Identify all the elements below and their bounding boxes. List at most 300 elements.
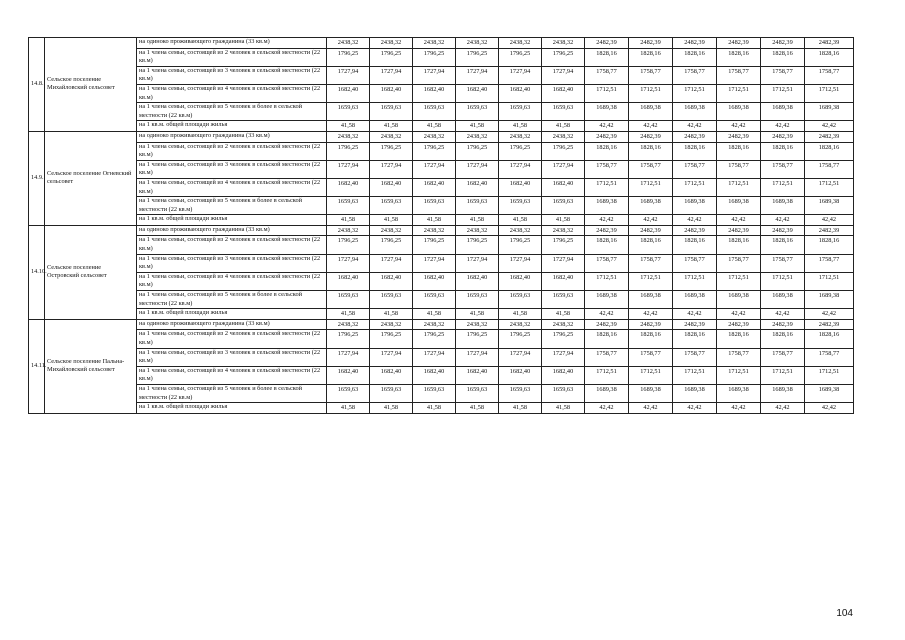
category-label: на 1 члена семьи, состоящей из 3 человек в сельской местности (22 кв.м) <box>137 160 327 178</box>
value-cell: 41,58 <box>542 309 585 320</box>
value-cell: 1689,38 <box>717 197 761 215</box>
value-cell: 1689,38 <box>673 103 717 121</box>
value-cell: 2438,32 <box>413 319 456 330</box>
value-cell: 1712,51 <box>585 272 629 290</box>
value-cell: 1659,63 <box>542 291 585 309</box>
value-cell: 42,42 <box>805 215 854 226</box>
value-cell: 1659,63 <box>456 384 499 402</box>
value-cell: 1659,63 <box>327 103 370 121</box>
value-cell: 1712,51 <box>717 84 761 102</box>
value-cell: 1712,51 <box>673 84 717 102</box>
value-cell: 1796,25 <box>413 236 456 254</box>
value-cell: 1758,77 <box>629 348 673 366</box>
value-cell: 41,58 <box>413 403 456 414</box>
value-cell: 2482,39 <box>717 225 761 236</box>
value-cell: 1682,40 <box>370 84 413 102</box>
value-cell: 1758,77 <box>585 66 629 84</box>
value-cell: 42,42 <box>717 403 761 414</box>
value-cell: 42,42 <box>805 403 854 414</box>
value-cell: 2438,32 <box>370 319 413 330</box>
value-cell: 1796,25 <box>413 142 456 160</box>
settlement-code: 14.11. <box>29 319 45 413</box>
value-cell: 1828,16 <box>717 236 761 254</box>
table-row <box>29 103 854 121</box>
value-cell: 1758,77 <box>585 348 629 366</box>
category-label: на 1 члена семьи, состоящей из 2 человек в сельской местности (22 кв.м) <box>137 48 327 66</box>
value-cell: 1758,77 <box>805 160 854 178</box>
value-cell: 42,42 <box>585 403 629 414</box>
value-cell: 1828,16 <box>761 48 805 66</box>
value-cell: 1689,38 <box>805 197 854 215</box>
value-cell: 1828,16 <box>717 48 761 66</box>
value-cell: 1727,94 <box>370 160 413 178</box>
value-cell: 1727,94 <box>327 348 370 366</box>
value-cell: 1712,51 <box>805 366 854 384</box>
value-cell: 41,58 <box>370 215 413 226</box>
table-row <box>29 84 854 102</box>
category-label: на 1 члена семьи, состоящей из 2 человек в сельской местности (22 кв.м) <box>137 236 327 254</box>
value-cell: 1796,25 <box>542 330 585 348</box>
table-row <box>29 225 854 236</box>
value-cell: 1758,77 <box>717 66 761 84</box>
table-row <box>29 384 854 402</box>
value-cell: 1758,77 <box>585 160 629 178</box>
value-cell: 1796,25 <box>456 142 499 160</box>
value-cell: 1659,63 <box>370 197 413 215</box>
value-cell: 1682,40 <box>542 366 585 384</box>
value-cell: 1712,51 <box>805 272 854 290</box>
value-cell: 1796,25 <box>499 330 542 348</box>
category-label: на 1 члена семьи, состоящей из 2 человек в сельской местности (22 кв.м) <box>137 330 327 348</box>
table-row <box>29 160 854 178</box>
value-cell: 2438,32 <box>542 225 585 236</box>
settlement-code: 14.10. <box>29 225 45 319</box>
value-cell: 2482,39 <box>585 319 629 330</box>
value-cell: 2438,32 <box>499 38 542 49</box>
table-row <box>29 236 854 254</box>
value-cell: 1796,25 <box>456 236 499 254</box>
value-cell: 1796,25 <box>499 142 542 160</box>
value-cell: 1682,40 <box>499 272 542 290</box>
value-cell: 41,58 <box>327 403 370 414</box>
value-cell: 1727,94 <box>542 348 585 366</box>
value-cell: 1689,38 <box>805 291 854 309</box>
table-row <box>29 254 854 272</box>
value-cell: 1682,40 <box>456 272 499 290</box>
value-cell: 1796,25 <box>327 330 370 348</box>
value-cell: 1758,77 <box>673 254 717 272</box>
category-label: на 1 члена семьи, состоящей из 3 человек в сельской местности (22 кв.м) <box>137 348 327 366</box>
value-cell: 1828,16 <box>761 142 805 160</box>
value-cell: 2438,32 <box>456 131 499 142</box>
value-cell: 42,42 <box>629 309 673 320</box>
value-cell: 2438,32 <box>370 131 413 142</box>
value-cell: 1689,38 <box>717 291 761 309</box>
table-row <box>29 178 854 196</box>
value-cell: 2482,39 <box>717 131 761 142</box>
value-cell: 1689,38 <box>761 384 805 402</box>
table-row <box>29 197 854 215</box>
value-cell: 1796,25 <box>542 142 585 160</box>
value-cell: 1828,16 <box>585 48 629 66</box>
value-cell: 1796,25 <box>370 330 413 348</box>
value-cell: 42,42 <box>805 309 854 320</box>
value-cell: 1828,16 <box>761 236 805 254</box>
value-cell: 2438,32 <box>456 38 499 49</box>
category-label: на одиноко проживающего гражданина (33 кв.м) <box>137 319 327 330</box>
value-cell: 1659,63 <box>370 384 413 402</box>
value-cell: 1796,25 <box>542 48 585 66</box>
value-cell: 1758,77 <box>717 160 761 178</box>
value-cell: 1659,63 <box>499 384 542 402</box>
value-cell: 2438,32 <box>499 225 542 236</box>
table-row <box>29 66 854 84</box>
value-cell: 1727,94 <box>327 66 370 84</box>
value-cell: 1712,51 <box>717 178 761 196</box>
value-cell: 2438,32 <box>327 131 370 142</box>
value-cell: 1796,25 <box>542 236 585 254</box>
value-cell: 2482,39 <box>629 131 673 142</box>
value-cell: 1712,51 <box>673 366 717 384</box>
value-cell: 1659,63 <box>327 384 370 402</box>
value-cell: 2482,39 <box>805 131 854 142</box>
value-cell: 1659,63 <box>499 103 542 121</box>
value-cell: 1682,40 <box>370 272 413 290</box>
value-cell: 2482,39 <box>629 38 673 49</box>
value-cell: 1828,16 <box>805 330 854 348</box>
value-cell: 1828,16 <box>585 236 629 254</box>
value-cell: 1659,63 <box>456 291 499 309</box>
value-cell: 1758,77 <box>585 254 629 272</box>
value-cell: 1828,16 <box>629 142 673 160</box>
value-cell: 1659,63 <box>542 103 585 121</box>
value-cell: 2482,39 <box>629 225 673 236</box>
value-cell: 1682,40 <box>327 178 370 196</box>
value-cell: 2438,32 <box>542 38 585 49</box>
value-cell: 1682,40 <box>413 84 456 102</box>
category-label: на 1 члена семьи, состоящей из 4 человек в сельской местности (22 кв.м) <box>137 272 327 290</box>
value-cell: 1758,77 <box>673 160 717 178</box>
value-cell: 2482,39 <box>629 319 673 330</box>
value-cell: 1712,51 <box>629 366 673 384</box>
category-label: на 1 члена семьи, состоящей из 5 человек и более в сельской местности (22 кв.м) <box>137 103 327 121</box>
value-cell: 1689,38 <box>629 197 673 215</box>
value-cell: 1727,94 <box>413 348 456 366</box>
value-cell: 1689,38 <box>717 384 761 402</box>
value-cell: 1828,16 <box>717 330 761 348</box>
value-cell: 1727,94 <box>499 254 542 272</box>
category-label: на 1 члена семьи, состоящей из 5 человек и более в сельской местности (22 кв.м) <box>137 291 327 309</box>
value-cell: 1659,63 <box>499 291 542 309</box>
table-row <box>29 38 854 49</box>
value-cell: 1758,77 <box>673 348 717 366</box>
table-row <box>29 121 854 132</box>
category-label: на одиноко проживающего гражданина (33 кв.м) <box>137 38 327 49</box>
value-cell: 1689,38 <box>585 384 629 402</box>
value-cell: 2438,32 <box>456 319 499 330</box>
value-cell: 42,42 <box>717 121 761 132</box>
value-cell: 41,58 <box>456 215 499 226</box>
category-label: на 1 члена семьи, состоящей из 5 человек и более в сельской местности (22 кв.м) <box>137 197 327 215</box>
table-row <box>29 309 854 320</box>
value-cell: 1689,38 <box>805 103 854 121</box>
category-label: на 1 члена семьи, состоящей из 2 человек в сельской местности (22 кв.м) <box>137 142 327 160</box>
value-cell: 1727,94 <box>456 348 499 366</box>
value-cell: 1659,63 <box>413 197 456 215</box>
value-cell: 1758,77 <box>629 254 673 272</box>
value-cell: 41,58 <box>413 309 456 320</box>
value-cell: 1727,94 <box>542 160 585 178</box>
value-cell: 1796,25 <box>456 48 499 66</box>
value-cell: 1796,25 <box>370 48 413 66</box>
value-cell: 2438,32 <box>542 319 585 330</box>
value-cell: 1758,77 <box>761 348 805 366</box>
value-cell: 1682,40 <box>413 272 456 290</box>
value-cell: 1758,77 <box>761 66 805 84</box>
value-cell: 42,42 <box>585 121 629 132</box>
value-cell: 1689,38 <box>585 103 629 121</box>
value-cell: 1682,40 <box>327 272 370 290</box>
settlement-name: Сельское поселение Островский сельсовет <box>45 225 137 319</box>
value-cell: 1682,40 <box>370 366 413 384</box>
value-cell: 1682,40 <box>413 178 456 196</box>
value-cell: 2438,32 <box>413 131 456 142</box>
value-cell: 1727,94 <box>370 254 413 272</box>
value-cell: 1796,25 <box>413 330 456 348</box>
value-cell: 41,58 <box>413 121 456 132</box>
category-label: на 1 кв.м. общей площади жилья <box>137 309 327 320</box>
value-cell: 1689,38 <box>761 291 805 309</box>
value-cell: 1796,25 <box>456 330 499 348</box>
value-cell: 1758,77 <box>629 66 673 84</box>
value-cell: 41,58 <box>499 309 542 320</box>
value-cell: 1828,16 <box>673 48 717 66</box>
value-cell: 1659,63 <box>542 384 585 402</box>
value-cell: 42,42 <box>761 215 805 226</box>
value-cell: 1727,94 <box>499 348 542 366</box>
category-label: на одиноко проживающего гражданина (33 кв.м) <box>137 225 327 236</box>
value-cell: 2482,39 <box>761 225 805 236</box>
value-cell: 1758,77 <box>629 160 673 178</box>
value-cell: 42,42 <box>585 309 629 320</box>
settlement-name: Сельское поселение Огневский сельсовет <box>45 131 137 225</box>
value-cell: 2482,39 <box>585 131 629 142</box>
value-cell: 2482,39 <box>585 38 629 49</box>
value-cell: 1659,63 <box>413 291 456 309</box>
value-cell: 1689,38 <box>761 197 805 215</box>
value-cell: 1712,51 <box>585 366 629 384</box>
value-cell: 1712,51 <box>585 178 629 196</box>
value-cell: 2482,39 <box>717 319 761 330</box>
value-cell: 41,58 <box>542 403 585 414</box>
value-cell: 41,58 <box>542 215 585 226</box>
value-cell: 1659,63 <box>456 103 499 121</box>
value-cell: 1712,51 <box>673 272 717 290</box>
value-cell: 1659,63 <box>456 197 499 215</box>
value-cell: 1682,40 <box>456 366 499 384</box>
settlement-name: Сельское поселение Михайловский сельсовет <box>45 38 137 132</box>
value-cell: 1659,63 <box>542 197 585 215</box>
value-cell: 2438,32 <box>413 225 456 236</box>
table-row <box>29 48 854 66</box>
settlement-code: 14.9. <box>29 131 45 225</box>
value-cell: 1712,51 <box>629 272 673 290</box>
value-cell: 2482,39 <box>673 131 717 142</box>
value-cell: 1712,51 <box>717 272 761 290</box>
value-cell: 2438,32 <box>413 38 456 49</box>
table-row <box>29 403 854 414</box>
value-cell: 1758,77 <box>673 66 717 84</box>
value-cell: 41,58 <box>327 215 370 226</box>
value-cell: 1828,16 <box>673 142 717 160</box>
value-cell: 41,58 <box>413 215 456 226</box>
value-cell: 1828,16 <box>805 48 854 66</box>
value-cell: 1712,51 <box>585 84 629 102</box>
table-row <box>29 319 854 330</box>
table-row <box>29 142 854 160</box>
value-cell: 2482,39 <box>585 225 629 236</box>
value-cell: 1712,51 <box>805 84 854 102</box>
value-cell: 1727,94 <box>456 254 499 272</box>
value-cell: 1689,38 <box>585 197 629 215</box>
value-cell: 2482,39 <box>805 225 854 236</box>
value-cell: 1689,38 <box>585 291 629 309</box>
value-cell: 1727,94 <box>370 66 413 84</box>
value-cell: 1758,77 <box>761 254 805 272</box>
value-cell: 1758,77 <box>805 254 854 272</box>
category-label: на 1 члена семьи, состоящей из 3 человек в сельской местности (22 кв.м) <box>137 66 327 84</box>
value-cell: 42,42 <box>761 309 805 320</box>
value-cell: 1689,38 <box>673 291 717 309</box>
page-number: 104 <box>836 608 853 619</box>
value-cell: 1758,77 <box>805 66 854 84</box>
value-cell: 1712,51 <box>761 366 805 384</box>
category-label: на 1 члена семьи, состоящей из 4 человек в сельской местности (22 кв.м) <box>137 366 327 384</box>
category-label: на 1 кв.м. общей площади жилья <box>137 215 327 226</box>
value-cell: 41,58 <box>499 121 542 132</box>
value-cell: 41,58 <box>370 403 413 414</box>
settlement-code: 14.8. <box>29 38 45 132</box>
value-cell: 1828,16 <box>805 236 854 254</box>
value-cell: 42,42 <box>673 403 717 414</box>
table-row <box>29 291 854 309</box>
value-cell: 1727,94 <box>413 66 456 84</box>
value-cell: 41,58 <box>370 309 413 320</box>
value-cell: 41,58 <box>370 121 413 132</box>
value-cell: 1828,16 <box>629 236 673 254</box>
value-cell: 2482,39 <box>673 225 717 236</box>
value-cell: 41,58 <box>327 121 370 132</box>
value-cell: 41,58 <box>499 403 542 414</box>
value-cell: 1689,38 <box>717 103 761 121</box>
value-cell: 1727,94 <box>456 160 499 178</box>
value-cell: 1712,51 <box>629 84 673 102</box>
value-cell: 1689,38 <box>673 384 717 402</box>
value-cell: 2438,32 <box>499 319 542 330</box>
value-cell: 1727,94 <box>413 254 456 272</box>
value-cell: 2438,32 <box>456 225 499 236</box>
value-cell: 2482,39 <box>761 131 805 142</box>
value-cell: 1727,94 <box>499 66 542 84</box>
value-cell: 2438,32 <box>327 225 370 236</box>
value-cell: 1712,51 <box>761 272 805 290</box>
value-cell: 2438,32 <box>370 225 413 236</box>
table-row <box>29 348 854 366</box>
value-cell: 1758,77 <box>717 254 761 272</box>
value-cell: 1712,51 <box>761 84 805 102</box>
value-cell: 1828,16 <box>717 142 761 160</box>
value-cell: 1659,63 <box>327 197 370 215</box>
value-cell: 1758,77 <box>805 348 854 366</box>
value-cell: 1682,40 <box>542 178 585 196</box>
category-label: на 1 члена семьи, состоящей из 4 человек в сельской местности (22 кв.м) <box>137 178 327 196</box>
value-cell: 1689,38 <box>761 103 805 121</box>
value-cell: 1727,94 <box>499 160 542 178</box>
value-cell: 1659,63 <box>499 197 542 215</box>
value-cell: 41,58 <box>456 403 499 414</box>
category-label: на 1 кв.м. общей площади жилья <box>137 403 327 414</box>
value-cell: 1727,94 <box>542 66 585 84</box>
value-cell: 1796,25 <box>499 48 542 66</box>
value-cell: 42,42 <box>673 121 717 132</box>
value-cell: 1712,51 <box>805 178 854 196</box>
value-cell: 1689,38 <box>629 291 673 309</box>
table-row <box>29 131 854 142</box>
value-cell: 1689,38 <box>629 384 673 402</box>
value-cell: 1796,25 <box>370 142 413 160</box>
value-cell: 1727,94 <box>327 254 370 272</box>
value-cell: 1659,63 <box>370 291 413 309</box>
value-cell: 1682,40 <box>542 84 585 102</box>
value-cell: 1828,16 <box>805 142 854 160</box>
value-cell: 1682,40 <box>499 178 542 196</box>
value-cell: 42,42 <box>673 309 717 320</box>
value-cell: 1682,40 <box>413 366 456 384</box>
value-cell: 41,58 <box>456 121 499 132</box>
value-cell: 2482,39 <box>717 38 761 49</box>
value-cell: 42,42 <box>717 309 761 320</box>
category-label: на 1 кв.м. общей площади жилья <box>137 121 327 132</box>
value-cell: 1682,40 <box>456 84 499 102</box>
value-cell: 1796,25 <box>413 48 456 66</box>
value-cell: 42,42 <box>717 215 761 226</box>
value-cell: 1659,63 <box>413 384 456 402</box>
table-row <box>29 215 854 226</box>
value-cell: 1758,77 <box>761 160 805 178</box>
value-cell: 1682,40 <box>499 84 542 102</box>
value-cell: 1758,77 <box>717 348 761 366</box>
value-cell: 1727,94 <box>413 160 456 178</box>
value-cell: 1727,94 <box>370 348 413 366</box>
value-cell: 42,42 <box>761 121 805 132</box>
value-cell: 2482,39 <box>761 319 805 330</box>
settlement-name: Сельское поселение Пальна-Михайловский сельсовет <box>45 319 137 413</box>
value-cell: 1828,16 <box>585 142 629 160</box>
value-cell: 1828,16 <box>673 330 717 348</box>
value-cell: 2438,32 <box>327 38 370 49</box>
value-cell: 41,58 <box>542 121 585 132</box>
value-cell: 1659,63 <box>370 103 413 121</box>
value-cell: 41,58 <box>456 309 499 320</box>
value-cell: 1727,94 <box>327 160 370 178</box>
value-cell: 1727,94 <box>456 66 499 84</box>
table-row <box>29 272 854 290</box>
value-cell: 1659,63 <box>413 103 456 121</box>
value-cell: 1828,16 <box>673 236 717 254</box>
value-cell: 2482,39 <box>805 319 854 330</box>
value-cell: 41,58 <box>499 215 542 226</box>
value-cell: 42,42 <box>629 403 673 414</box>
